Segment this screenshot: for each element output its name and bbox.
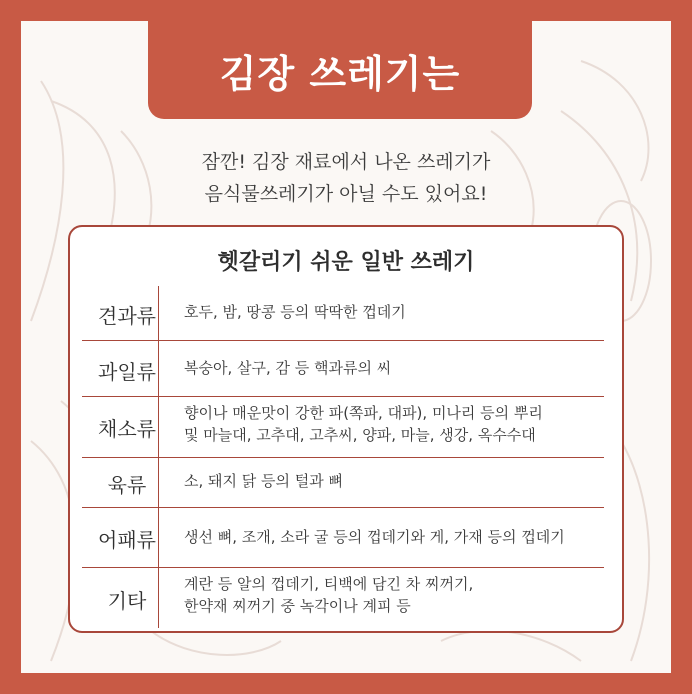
row-description (184, 573, 624, 617)
row-divider (82, 507, 604, 508)
title-banner (148, 21, 532, 119)
description-line: 생선 뼈, 조개, 소라 굴 등의 껍데기와 게, 가재 등의 껍데기 (184, 528, 565, 546)
row-divider (82, 396, 604, 397)
description-line: 및 마늘대, 고추대, 고추씨, 양파, 마늘, 생강, 옥수수대 (184, 426, 536, 444)
description-line: 호두, 밤, 땅콩 등의 딱딱한 껍데기 (184, 303, 406, 321)
intro-text (0, 146, 692, 210)
page-title: 김장 쓰레기는 (219, 51, 461, 96)
intro-line-1: 잠깐! 김장 재료에서 나온 쓰레기가 (201, 151, 491, 173)
category-label: 기타 (107, 589, 147, 613)
intro-line-2: 음식물쓰레기가 아닐 수도 있어요! (204, 183, 488, 205)
category-label: 채소류 (98, 417, 156, 441)
row-divider (82, 340, 604, 341)
row-divider (82, 457, 604, 458)
row-description (184, 301, 624, 323)
category-label: 어패류 (98, 528, 156, 552)
description-line: 향이나 매운맛이 강한 파(쪽파, 대파), 미나리 등의 뿌리 (184, 404, 543, 422)
category-label: 과일류 (98, 360, 156, 384)
description-line: 한약재 찌꺼기 중 녹각이나 계피 등 (184, 597, 411, 615)
description-line: 소, 돼지 닭 등의 털과 뼈 (184, 472, 344, 490)
row-description (184, 357, 624, 379)
row-description (184, 402, 624, 446)
description-line: 계란 등 알의 껍데기, 티백에 담긴 차 찌꺼기, (184, 575, 474, 593)
row-description (184, 470, 624, 492)
row-description (184, 526, 624, 548)
category-label: 육류 (107, 473, 147, 497)
card-heading: 헷갈리기 쉬운 일반 쓰레기 (217, 250, 475, 275)
row-divider (82, 567, 604, 568)
category-label: 견과류 (98, 304, 156, 328)
description-line: 복숭아, 살구, 감 등 핵과류의 씨 (184, 359, 392, 377)
